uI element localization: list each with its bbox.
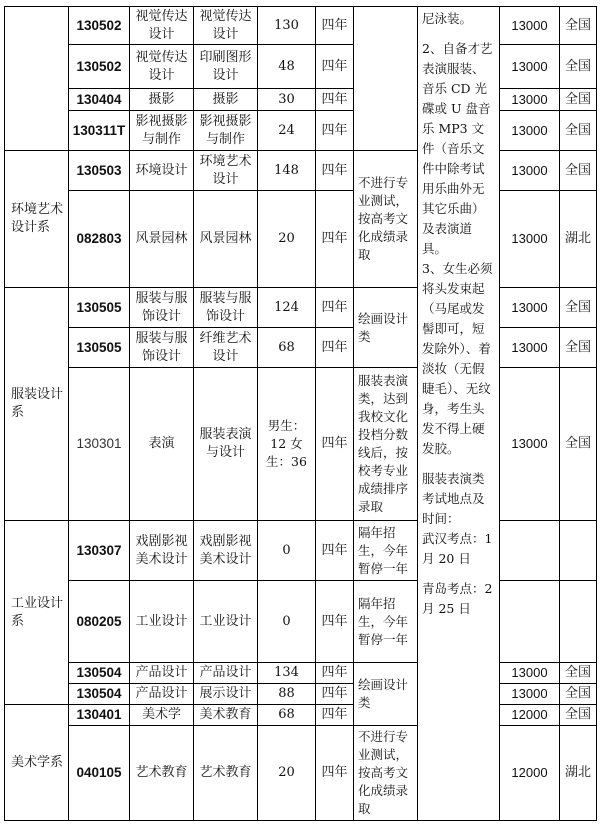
direction-cell: 视觉传达设计 — [194, 7, 258, 45]
direction-cell: 风景园林 — [194, 191, 258, 288]
years-cell: 四年 — [316, 705, 354, 726]
code-cell: 130301 — [69, 368, 130, 521]
major-cell: 表演 — [130, 368, 194, 521]
direction-cell: 美术教育 — [194, 705, 258, 726]
major-cell: 摄影 — [130, 89, 194, 111]
major-cell: 产品设计 — [130, 663, 194, 684]
years-cell: 四年 — [316, 111, 354, 151]
major-cell: 服装与服饰设计 — [130, 288, 194, 328]
fee-cell: 13000 — [500, 45, 560, 89]
code-cell: 130505 — [69, 288, 130, 328]
major-cell: 服装与服饰设计 — [130, 328, 194, 368]
direction-cell: 影视摄影与制作 — [194, 111, 258, 151]
direction-cell: 艺术教育 — [194, 726, 258, 821]
scope-cell: 全国 — [560, 288, 597, 328]
scope-cell: 湖北 — [560, 726, 597, 821]
scope-cell: 全国 — [560, 89, 597, 111]
code-cell: 130401 — [69, 705, 130, 726]
direction-cell: 展示设计 — [194, 684, 258, 705]
major-cell: 工业设计 — [130, 581, 194, 663]
code-cell: 130504 — [69, 684, 130, 705]
fee-cell — [500, 521, 560, 581]
years-cell: 四年 — [316, 45, 354, 89]
plan-cell: 68 — [258, 328, 316, 368]
major-cell: 产品设计 — [130, 684, 194, 705]
years-cell: 四年 — [316, 368, 354, 521]
note-p4: 服装表演类考试地点及时间： — [422, 471, 485, 526]
direction-cell: 工业设计 — [194, 581, 258, 663]
table-row — [5, 151, 597, 191]
test-cell-industrial: 隔年招生，今年暂停一年 — [354, 581, 418, 663]
test-cell-env: 不进行专业测试，按高考文化成绩录取 — [354, 151, 418, 288]
table-row — [5, 581, 597, 663]
test-cell-performance: 服装表演类，达到我校文化投档分数线后，按校考专业成绩排序录取 — [354, 368, 418, 521]
test-cell-fashion: 绘画设计类 — [354, 288, 418, 368]
dept-cell-fashion: 服装设计系 — [5, 288, 69, 521]
fee-cell: 13000 — [500, 684, 560, 705]
code-cell: 130311T — [69, 111, 130, 151]
plan-cell: 48 — [258, 45, 316, 89]
years-cell: 四年 — [316, 684, 354, 705]
scope-cell: 全国 — [560, 151, 597, 191]
plan-cell: 124 — [258, 288, 316, 328]
scope-cell: 全国 — [560, 7, 597, 45]
major-cell: 美术学 — [130, 705, 194, 726]
dept-cell-arts: 美术学系 — [5, 705, 69, 821]
table-row — [5, 111, 597, 151]
plan-cell: 20 — [258, 726, 316, 821]
fee-cell: 13000 — [500, 7, 560, 45]
scope-cell: 全国 — [560, 663, 597, 684]
code-cell: 130502 — [69, 7, 130, 45]
fee-cell: 13000 — [500, 191, 560, 288]
years-cell: 四年 — [316, 288, 354, 328]
table-row — [5, 7, 597, 45]
major-cell: 视觉传达设计 — [130, 7, 194, 45]
code-cell: 130307 — [69, 521, 130, 581]
plan-cell: 134 — [258, 663, 316, 684]
code-cell: 080205 — [69, 581, 130, 663]
test-cell-arts: 不进行专业测试，按高考文化成绩录取 — [354, 726, 418, 821]
scope-cell: 全国 — [560, 45, 597, 89]
scope-cell: 全国 — [560, 684, 597, 705]
scope-cell — [560, 521, 597, 581]
direction-cell: 服装与服饰设计 — [194, 288, 258, 328]
note-p3: 3、女生必须将头发束起（马尾或发髻即可，短发除外）、着淡妆（无假睫毛）、无纹身，考生头发不得上硬发胶。 — [422, 261, 493, 456]
major-cell: 环境设计 — [130, 151, 194, 191]
scope-cell: 全国 — [560, 328, 597, 368]
plan-cell: 男生：12 女生：36 — [258, 368, 316, 521]
table-row — [5, 521, 597, 581]
direction-cell: 印刷图形设计 — [194, 45, 258, 89]
direction-cell: 摄影 — [194, 89, 258, 111]
scope-cell: 全国 — [560, 111, 597, 151]
code-cell: 040105 — [69, 726, 130, 821]
plan-cell: 0 — [258, 521, 316, 581]
fee-cell: 13000 — [500, 368, 560, 521]
fee-cell: 13000 — [500, 89, 560, 111]
major-cell: 视觉传达设计 — [130, 45, 194, 89]
notes-cell — [418, 7, 500, 821]
table-row — [5, 726, 597, 821]
plan-cell: 0 — [258, 581, 316, 663]
major-cell: 艺术教育 — [130, 726, 194, 821]
fee-cell: 13000 — [500, 663, 560, 684]
years-cell: 四年 — [316, 663, 354, 684]
code-cell: 130502 — [69, 45, 130, 89]
plan-cell: 130 — [258, 7, 316, 45]
table-row — [5, 45, 597, 89]
years-cell: 四年 — [316, 151, 354, 191]
table-row — [5, 328, 597, 368]
direction-cell: 戏剧影视美术设计 — [194, 521, 258, 581]
code-cell: 130404 — [69, 89, 130, 111]
years-cell: 四年 — [316, 89, 354, 111]
test-cell-product: 绘画设计类 — [354, 663, 418, 726]
scope-cell: 全国 — [560, 368, 597, 521]
direction-cell: 纤维艺术设计 — [194, 328, 258, 368]
note-p1: 尼泳装。 — [422, 11, 473, 26]
fee-cell: 13000 — [500, 151, 560, 191]
plan-cell: 148 — [258, 151, 316, 191]
note-p6: 青岛考点：2月 25 日 — [422, 581, 493, 616]
major-cell: 戏剧影视美术设计 — [130, 521, 194, 581]
direction-cell: 产品设计 — [194, 663, 258, 684]
major-cell: 影视摄影与制作 — [130, 111, 194, 151]
plan-cell: 88 — [258, 684, 316, 705]
direction-cell: 服装表演与设计 — [194, 368, 258, 521]
years-cell: 四年 — [316, 7, 354, 45]
fee-cell: 13000 — [500, 328, 560, 368]
years-cell: 四年 — [316, 328, 354, 368]
test-cell-drama: 隔年招生，今年暂停一年 — [354, 521, 418, 581]
dept-cell-env: 环境艺术设计系 — [5, 151, 69, 288]
table-row — [5, 288, 597, 328]
dept-cell-blank — [5, 7, 69, 151]
major-cell: 风景园林 — [130, 191, 194, 288]
years-cell: 四年 — [316, 581, 354, 663]
table-row — [5, 89, 597, 111]
fee-cell — [500, 581, 560, 663]
plan-cell: 20 — [258, 191, 316, 288]
table-row — [5, 191, 597, 288]
scope-cell: 全国 — [560, 705, 597, 726]
direction-cell: 环境艺术设计 — [194, 151, 258, 191]
scope-cell: 湖北 — [560, 191, 597, 288]
table-row — [5, 368, 597, 521]
code-cell: 130504 — [69, 663, 130, 684]
years-cell: 四年 — [316, 726, 354, 821]
years-cell: 四年 — [316, 521, 354, 581]
plan-cell: 24 — [258, 111, 316, 151]
table-row — [5, 684, 597, 705]
note-p5: 武汉考点：1月 20 日 — [422, 531, 493, 566]
code-cell: 130503 — [69, 151, 130, 191]
plan-cell: 30 — [258, 89, 316, 111]
table-row — [5, 705, 597, 726]
enrollment-table — [4, 6, 597, 821]
years-cell: 四年 — [316, 191, 354, 288]
fee-cell: 12000 — [500, 705, 560, 726]
dept-cell-industrial: 工业设计系 — [5, 521, 69, 705]
fee-cell: 13000 — [500, 111, 560, 151]
code-cell: 082803 — [69, 191, 130, 288]
note-p2: 2、自备才艺表演服装、音乐 CD 光碟或 U 盘音乐 MP3 文件（音乐文件中除考试用乐曲外无其它乐曲）及表演道具。 — [422, 41, 493, 256]
test-cell-blank — [354, 7, 418, 151]
fee-cell: 12000 — [500, 726, 560, 821]
code-cell: 130505 — [69, 328, 130, 368]
plan-cell: 68 — [258, 705, 316, 726]
fee-cell: 13000 — [500, 288, 560, 328]
scope-cell — [560, 581, 597, 663]
table-row — [5, 663, 597, 684]
